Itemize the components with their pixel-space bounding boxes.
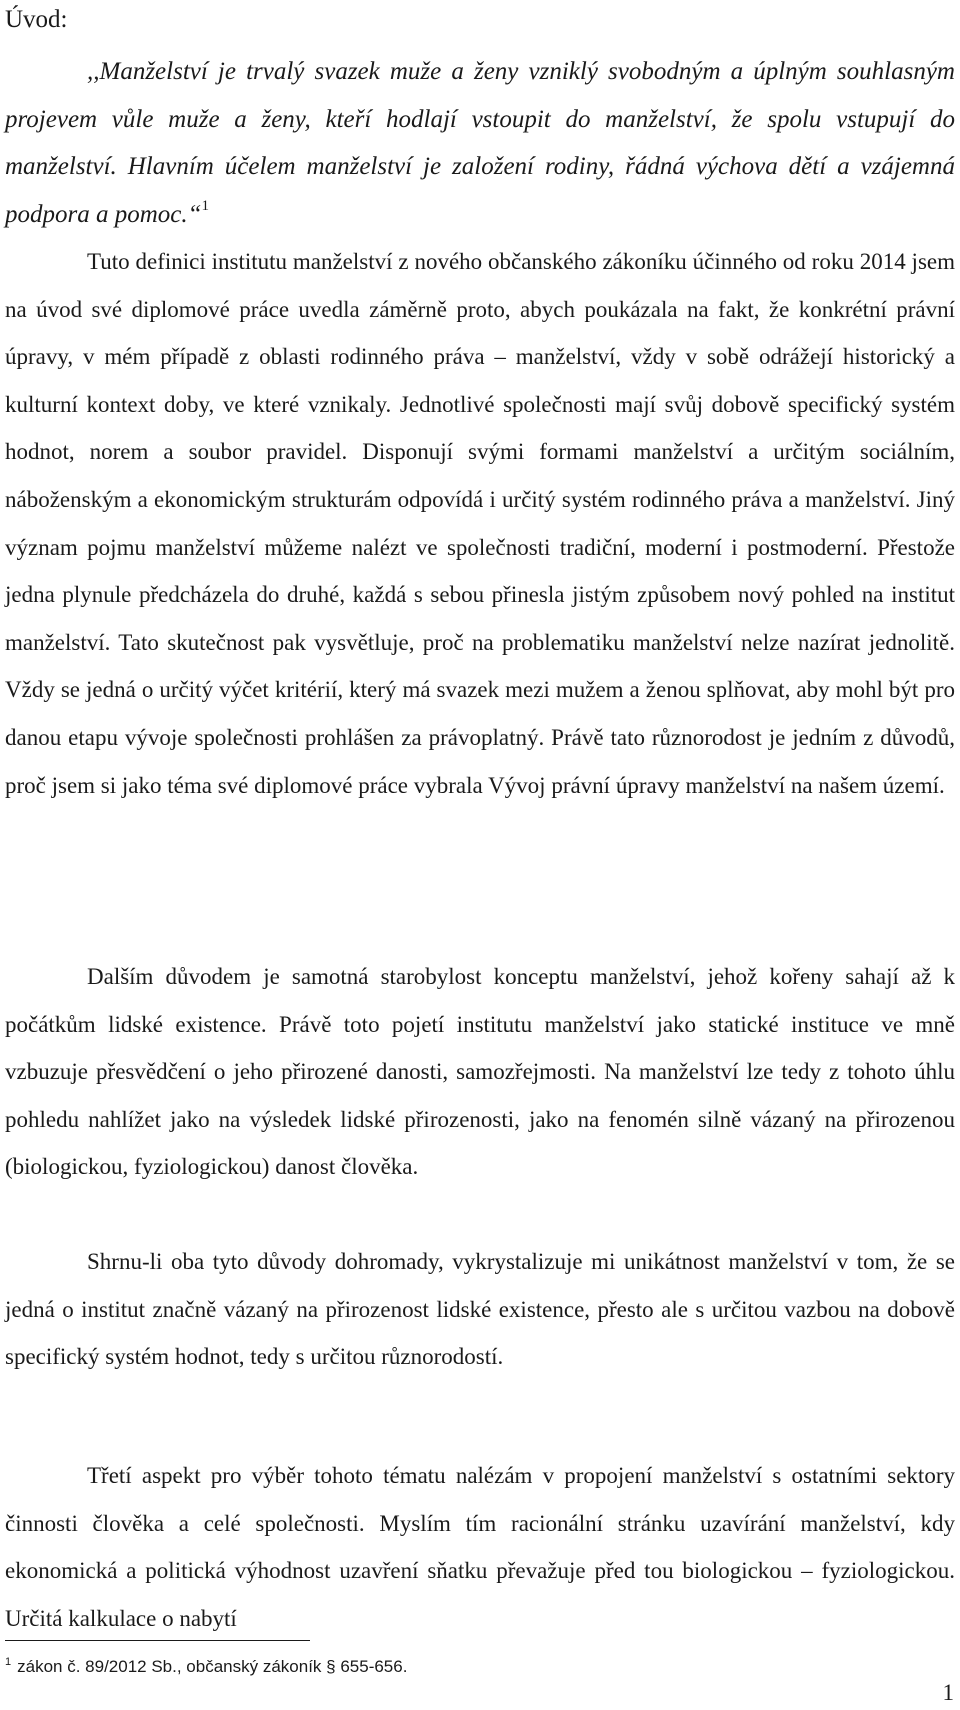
paragraph-third-aspect: Třetí aspekt pro výběr tohoto tématu nalézám v propojení manželství s ostatními sektory činnosti člověka a celé společnosti. Myslím tím racionální stránku uzavírání manželství, kdy ekonomická a politická výhodnost uzavření sňatku převažuje před tou biologickou – fyziologickou. Určitá kalkulace o nabytí xyxy=(5,1463,955,1631)
footnote xyxy=(5,1656,407,1678)
footnote-text: zákon č. 89/2012 Sb., občanský zákoník § 655-656. xyxy=(17,1657,408,1676)
definition-quote xyxy=(5,48,955,238)
quote-text: ,,Manželství je trvalý svazek muže a ženy vzniklý svobodným a úplným souhlasným projevem vůle muže a ženy, kteří hodlají vstoupit do manželství, že spolu vstupují do manželství. Hlavním účelem manželství je založení rodiny, řádná výchova dětí a vzájemná podpora a pomoc.“ xyxy=(5,58,955,228)
paragraph-second-reason: Dalším důvodem je samotná starobylost konceptu manželství, jehož kořeny sahají až k počátkům lidské existence. Právě toto pojetí institutu manželství jako statické instituce ve mně vzbuzuje přesvědčení o jeho přirozené danosti, samozřejmosti. Na manželství lze tedy z tohoto úhlu pohledu nahlížet jako na výsledek lidské přirozenosti, jako na fenomén silně vázaný na přirozenou (biologickou, fyziologickou) danost člověka. xyxy=(5,964,955,1180)
paragraph-intro: Tuto definici institutu manželství z nového občanského zákoníku účinného od roku 2014 jsem na úvod své diplomové práce uvedla záměrně proto, abych poukázala na fakt, že konkrétní právní úpravy, v mém případě z oblasti rodinného práva – manželství, vždy v sobě odrážejí historický a kulturní kontext doby, ve které vznikaly. Jednotlivé společnosti mají svůj dobově specifický systém hodnot, norem a soubor pravidel. Disponují svými formami manželství a určitým sociálním, náboženským a ekonomickým strukturám odpovídá i určitý systém rodinného práva a manželství. Jiný význam pojmu manželství můžeme nalézt ve společnosti tradiční, moderní i postmoderní. Přestože jedna plynule předcházela do druhé, každá s sebou přinesla jistým způsobem nový pohled na institut manželství. Tato skutečnost pak vysvětluje, proč na problematiku manželství nelze nazírat jednolitě. Vždy se jedná o určitý výčet kritérií, který má svazek mezi mužem a ženou splňovat, aby mohl být pro danou etapu vývoje společnosti prohlášen za právoplatný. Právě tato různorodost je jedním z důvodů, proč jsem si jako téma své diplomové práce vybrala Vývoj právní úpravy manželství na našem území. xyxy=(5,249,955,798)
footnote-number: 1 xyxy=(5,1656,12,1668)
page-number: 1 xyxy=(942,1680,954,1705)
section-heading: Úvod: xyxy=(5,6,68,33)
paragraph-summary: Shrnu-li oba tyto důvody dohromady, vykrystalizuje mi unikátnost manželství v tom, že se jedná o institut značně vázaný na přirozenost lidské existence, přesto ale s určitou vazbou na dobově specifický systém hodnot, tedy s určitou různorodostí. xyxy=(5,1249,955,1370)
footnote-reference: 1 xyxy=(201,197,210,214)
footnote-separator xyxy=(5,1640,310,1641)
